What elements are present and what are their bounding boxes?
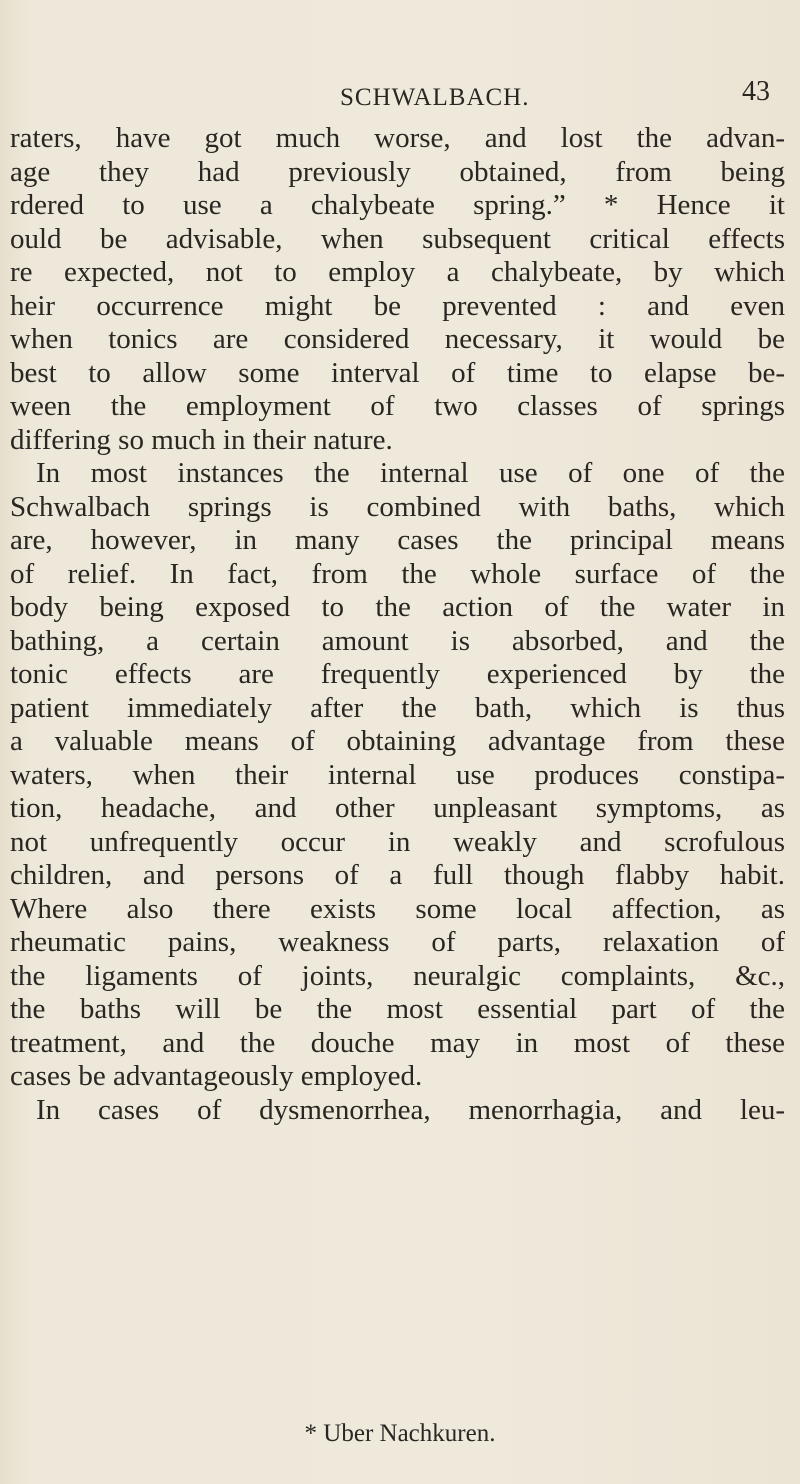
paragraph-end-line: cases be advantageously employed. — [10, 1060, 423, 1092]
text-line: age they had previously obtained, from being — [10, 155, 785, 188]
text-line: bathing, a certain amount is absorbed, and the — [10, 624, 785, 657]
text-line: heir occurrence might be prevented : and even — [10, 289, 785, 322]
text-line: re expected, not to employ a chalybeate, by which — [10, 256, 785, 288]
text-line: ould be advisable, when subsequent critical effects — [10, 222, 785, 255]
running-head — [0, 76, 800, 116]
text-line: tonic effects are frequently experienced by the — [10, 658, 785, 690]
running-title: SCHWALBACH. — [340, 84, 530, 111]
text-line: rdered to use a chalybeate spring.” * Hence it — [10, 189, 785, 221]
body-text — [10, 122, 785, 1127]
text-line: when tonics are considered necessary, it would be — [10, 323, 785, 355]
text-line: rheumatic pains, weakness of parts, relaxation of — [10, 926, 785, 958]
footnote: * Uber Nachkuren. — [304, 1420, 496, 1447]
text-line: Schwalbach springs is combined with baths, which — [10, 490, 785, 523]
text-line: the ligaments of joints, neuralgic complaints, &c., — [10, 959, 785, 992]
text-line: best to allow some interval of time to elapse be- — [10, 356, 785, 389]
text-line: patient immediately after the bath, which is thus — [10, 691, 785, 724]
paragraph-end-line: differing so much in their nature. — [10, 423, 393, 456]
text-line: ween the employment of two classes of springs — [10, 390, 785, 422]
paragraph-start-line: In cases of dysmenorrhea, menorrhagia, and leu- — [36, 1093, 785, 1126]
text-line: raters, have got much worse, and lost the advan- — [10, 122, 785, 154]
text-line: body being exposed to the action of the water in — [10, 591, 785, 623]
text-line: a valuable means of obtaining advantage from these — [10, 725, 785, 757]
text-line: not unfrequently occur in weakly and scrofulous — [10, 825, 785, 858]
text-line: treatment, and the douche may in most of these — [10, 1026, 785, 1059]
text-line: Where also there exists some local affection, as — [10, 892, 785, 925]
text-line: of relief. In fact, from the whole surface of the — [10, 557, 785, 590]
text-line: tion, headache, and other unpleasant symptoms, as — [10, 792, 785, 824]
text-line: waters, when their internal use produces constipa- — [10, 758, 785, 791]
text-line: the baths will be the most essential part of the — [10, 993, 785, 1025]
paragraph-start-line: In most instances the internal use of one of the — [36, 457, 785, 489]
text-line: are, however, in many cases the principal means — [10, 524, 785, 556]
text-line: children, and persons of a full though flabby habit. — [10, 859, 785, 891]
page-number: 43 — [742, 76, 770, 107]
